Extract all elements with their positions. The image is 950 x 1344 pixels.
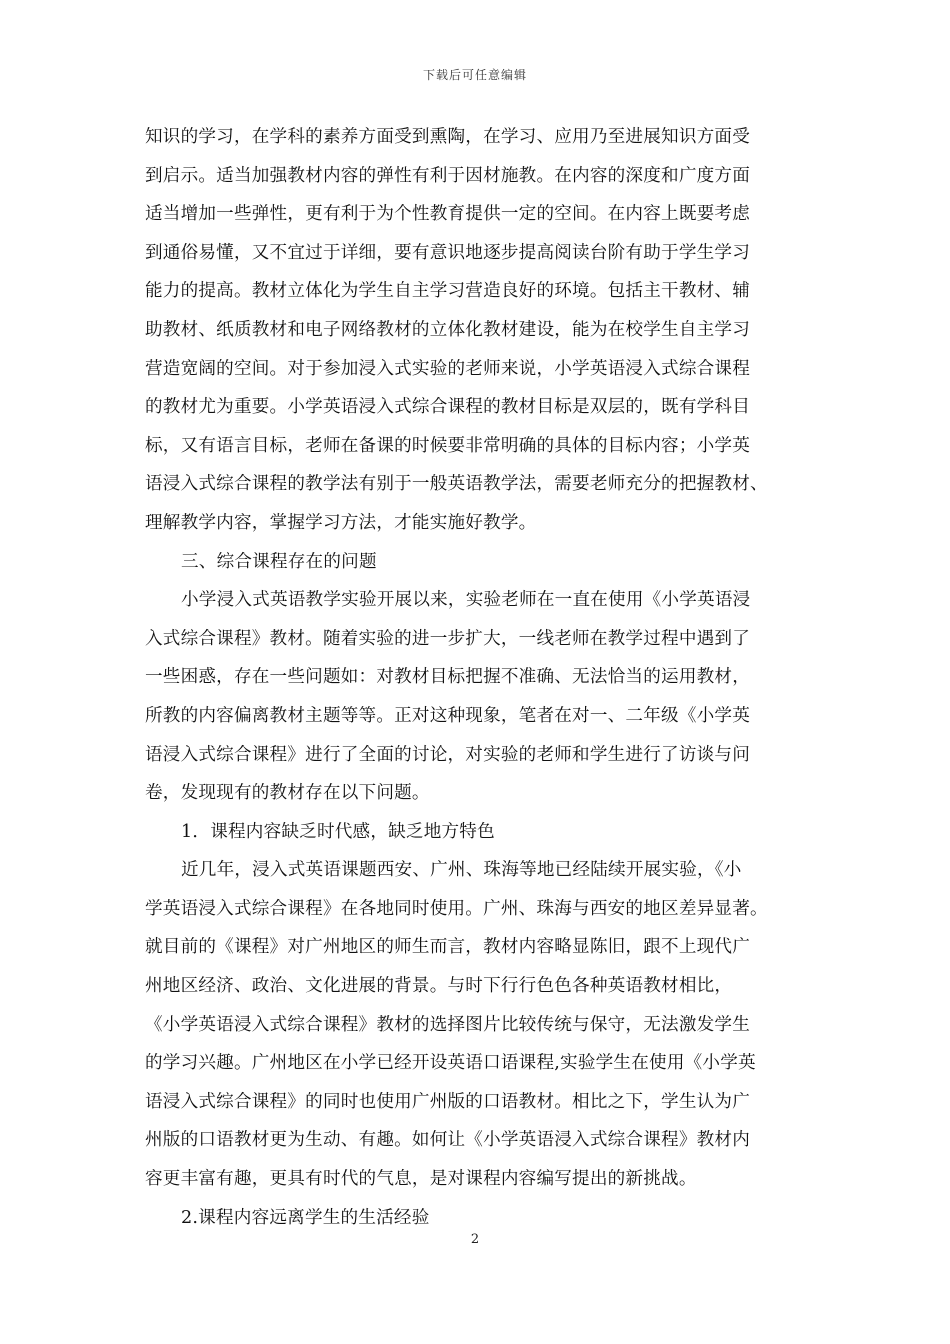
text-line: 到启示。适当加强教材内容的弹性有利于因材施教。在内容的深度和广度方面 xyxy=(145,165,750,186)
text-line: 知识的学习，在学科的素养方面受到熏陶，在学习、应用乃至进展知识方面受 xyxy=(145,127,750,147)
text-line: 语浸入式综合课程的教学法有别于一般英语教学法，需要老师充分的把握教材、 xyxy=(145,474,768,495)
text-line: 州地区经济、政治、文化进展的背景。与时下行行色色各种英语教材相比， xyxy=(145,976,733,997)
text-line: 学英语浸入式综合课程》在各地同时使用。广州、珠海与西安的地区差异显著。 xyxy=(145,898,768,919)
text-line: 理解教学内容，掌握学习方法，才能实施好教学。 xyxy=(145,512,537,533)
text-line: 语浸入式综合课程》的同时也使用广州版的口语教材。相比之下，学生认为广 xyxy=(145,1091,750,1112)
text-line: 州版的口语教材更为生动、有趣。如何让《小学英语浸入式综合课程》教材内 xyxy=(145,1130,750,1151)
section-heading: 三、综合课程存在的问题 xyxy=(181,551,377,572)
header-note: 下载后可任意编辑 xyxy=(422,68,527,82)
text-line: 语浸入式综合课程》进行了全面的讨论，对实验的老师和学生进行了访谈与问 xyxy=(145,744,750,765)
text-line: 的教材尤为重要。小学英语浸入式综合课程的教材目标是双层的，既有学科目 xyxy=(145,397,750,418)
subsection-heading: 2.课程内容远离学生的生活经验 xyxy=(181,1207,430,1228)
text-line: 入式综合课程》教材。随着实验的进一步扩大，一线老师在教学过程中遇到了 xyxy=(145,628,750,649)
text-line: 适当增加一些弹性，更有利于为个性教育提供一定的空间。在内容上既要考虑 xyxy=(145,204,750,225)
text-line: 标，又有语言目标，老师在备课的时候要非常明确的具体的目标内容；小学英 xyxy=(145,435,750,456)
paragraph-first-line: 近几年，浸入式英语课题西安、广州、珠海等地已经陆续开展实验，《小 xyxy=(181,860,742,881)
text-line: 就目前的《课程》对广州地区的师生而言，教材内容略显陈旧，跟不上现代广 xyxy=(145,937,750,958)
text-line: 《小学英语浸入式综合课程》教材的选择图片比较传统与保守，无法激发学生 xyxy=(145,1014,750,1035)
text-line: 卷，发现现有的教材存在以下问题。 xyxy=(145,783,430,804)
text-line: 容更丰富有趣，更具有时代的气息，是对课程内容编写提出的新挑战。 xyxy=(145,1169,697,1190)
text-line: 所教的内容偏离教材主题等等。正对这种现象，笔者在对一、二年级《小学英 xyxy=(145,705,750,726)
text-line: 助教材、纸质教材和电子网络教材的立体化教材建设，能为在校学生自主学习 xyxy=(145,319,750,340)
text-line: 的学习兴趣。广州地区在小学已经开设英语口语课程,实验学生在使用《小学英 xyxy=(145,1053,756,1074)
subsection-heading: 1．课程内容缺乏时代感，缺乏地方特色 xyxy=(181,821,495,842)
text-line: 到通俗易懂，又不宜过于详细，要有意识地逐步提高阅读台阶有助于学生学习 xyxy=(145,242,750,263)
text-line: 营造宽阔的空间。对于参加浸入式实验的老师来说，小学英语浸入式综合课程 xyxy=(145,358,750,379)
document-body xyxy=(145,118,805,1237)
text-line: 一些困惑，存在一些问题如：对教材目标把握不准确、无法恰当的运用教材， xyxy=(145,667,750,688)
paragraph-first-line: 小学浸入式英语教学实验开展以来，实验老师在一直在使用《小学英语浸 xyxy=(181,590,751,611)
text-line: 能力的提高。教材立体化为学生自主学习营造良好的环境。包括主干教材、辅 xyxy=(145,281,750,302)
page-number: 2 xyxy=(470,1232,480,1247)
